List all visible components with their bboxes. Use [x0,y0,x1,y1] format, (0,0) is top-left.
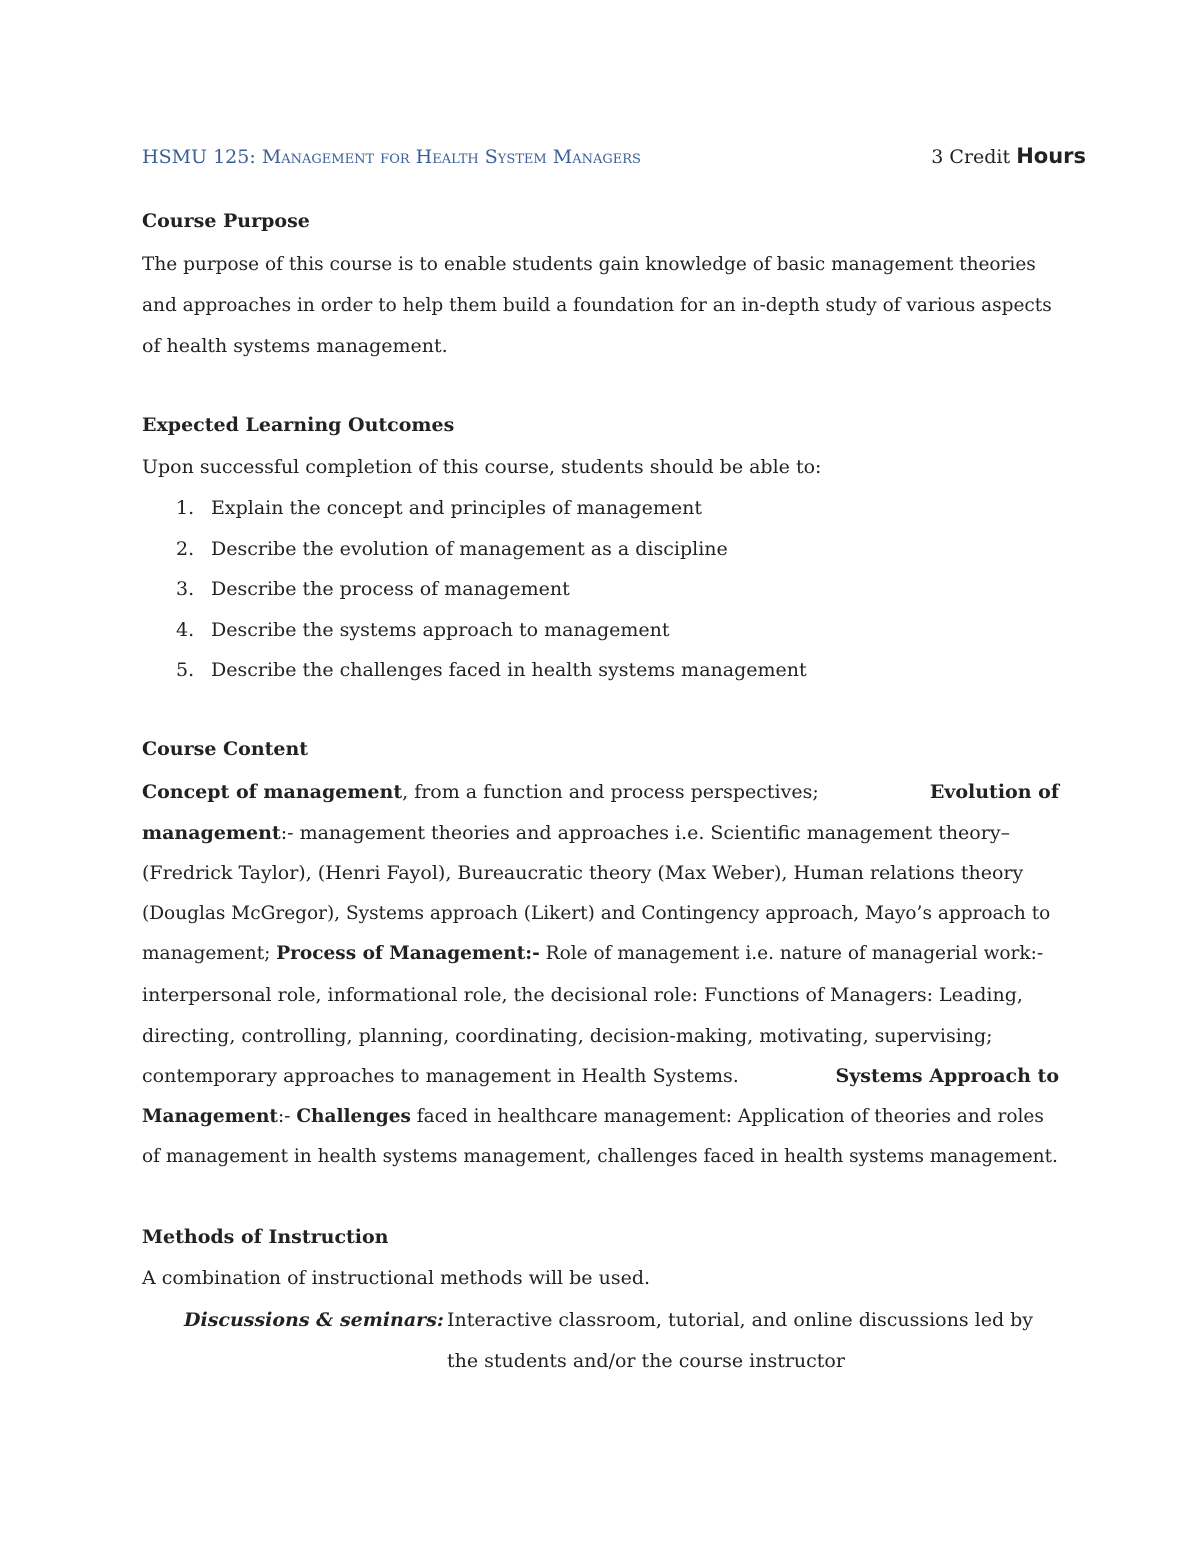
list-number: 2. [176,537,195,560]
content-text: faced in healthcare management: Application of theories and roles [410,1105,1044,1127]
course-content-paragraph [142,772,1059,1178]
list-text: Describe the evolution of management as a discipline [211,537,728,560]
term-evolution: Evolution of [929,781,1059,803]
course-header [142,140,1088,172]
content-line [142,894,1059,935]
term-systems: Systems Approach to [835,1065,1059,1088]
purpose-paragraph [142,245,1059,367]
content-line [142,1056,1059,1097]
list-item [142,529,1062,570]
list-item [142,610,1062,651]
term-concept: Concept of management [142,781,403,803]
course-name: Management for Health System Managers [261,146,641,168]
purpose-line: of health systems management. [142,335,448,358]
outcomes-intro [142,447,1059,488]
content-line [142,1016,1059,1057]
content-text: contemporary approaches to management in Health Systems. [142,1065,739,1088]
outcomes-intro-text: Upon successful completion of this course, students should be able to: [142,456,822,478]
content-line [142,934,1059,975]
content-line: of management in health systems management, challenges faced in health systems management. [142,1146,1058,1168]
term-process: Process of Management:- [276,943,540,965]
course-title [142,146,641,168]
content-text: (Douglas McGregor), Systems approach (Likert) and Contingency approach, Mayo’s approach to [142,902,1051,924]
outcomes-list [142,488,1062,691]
content-line [142,975,1059,1016]
method-description: Interactive classroom, tutorial, and online discussions led by the students and/or the course instructor [447,1309,1034,1372]
content-heading: Course Content [142,738,309,760]
content-text: management; [142,943,277,965]
list-number: 3. [176,578,195,601]
credit-count: 3 Credit [931,146,1017,168]
content-line [142,853,1059,894]
content-text: Role of management i.e. nature of managerial work:- [539,943,1044,965]
term-challenges: Challenges [296,1105,411,1127]
term-evolution-cont: management [142,821,281,844]
purpose-line: The purpose of this course is to enable students gain knowledge of basic management theories [142,254,1036,275]
content-text: :- management theories and approaches i.e. Scientific management theory– [280,821,1011,844]
content-line [142,813,1059,854]
outcomes-heading: Expected Learning Outcomes [142,414,455,436]
list-text: Describe the systems approach to management [211,618,670,641]
list-text: Describe the challenges faced in health systems management [211,659,807,682]
list-text: Explain the concept and principles of management [211,497,702,519]
purpose-heading: Course Purpose [142,210,310,232]
content-text: interpersonal role, informational role, the decisional role: Functions of Managers: Leading, [142,983,1023,1006]
course-code: HSMU 125: [142,146,262,168]
list-number: 1. [176,497,195,519]
list-item [142,488,1062,529]
method-label: Discussions & seminars: [184,1309,444,1331]
content-text: , from a function and process perspectives; [402,781,819,803]
content-line [142,1097,1059,1138]
purpose-line: and approaches in order to help them build a foundation for an in-depth study of various aspects [142,294,1052,316]
list-number: 4. [176,618,195,641]
methods-intro [142,1258,1059,1299]
content-line [142,772,1059,813]
term-systems-cont: Management [142,1105,278,1127]
credit-hours-word: Hours [1016,144,1086,168]
list-number: 5. [176,659,195,682]
list-text: Describe the process of management [211,578,570,601]
list-item [142,569,1062,610]
content-text: directing, controlling, planning, coordinating, decision-making, motivating, supervising; [142,1024,993,1047]
content-text: (Fredrick Taylor), (Henri Fayol), Bureaucratic theory (Max Weber), Human relations theory [142,862,1024,885]
methods-heading: Methods of Instruction [142,1226,389,1248]
list-item [142,650,1062,691]
content-text: :- [277,1105,297,1127]
methods-intro-text: A combination of instructional methods will be used. [142,1267,651,1289]
credit-hours [931,144,1086,168]
